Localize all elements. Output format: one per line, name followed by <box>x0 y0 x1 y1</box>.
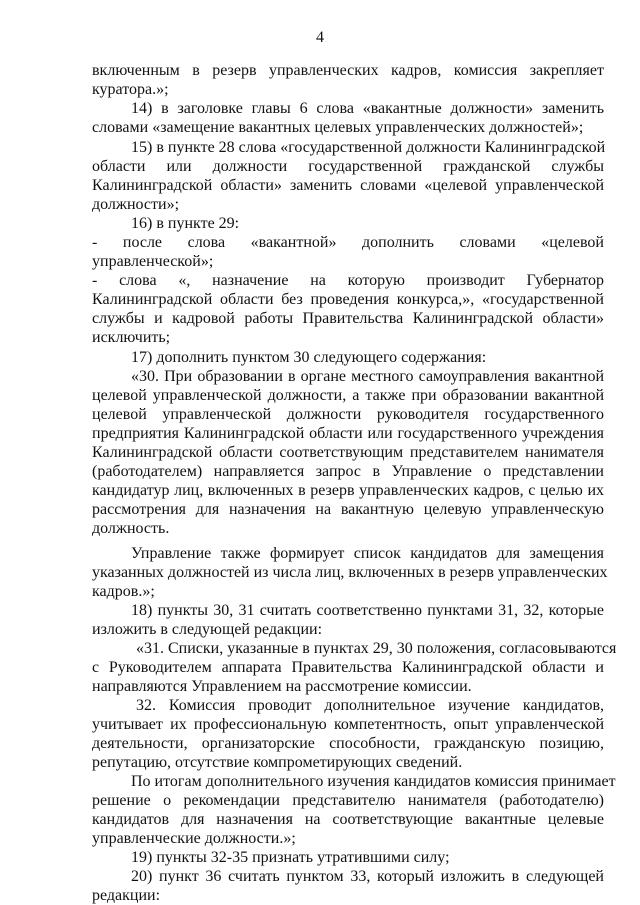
text-line: 17) дополнить пунктом 30 следующего содержания: <box>131 349 487 366</box>
text-line: 20) пункт 36 считать пунктом 33, который изложить в следующей <box>131 868 604 885</box>
text-line: Калининградской области соответствующим представителем нанимателя <box>92 444 604 461</box>
text-line: кандидатов для назначения на соответствующие вакантные целевые <box>92 811 604 828</box>
text-line: Управление также формирует список кандидатов для замещения <box>131 545 604 562</box>
text-line: 18) пункты 30, 31 считать соответственно пунктами 31, 32, которые <box>131 602 604 619</box>
text-line: изложить в следующей редакции: <box>92 621 323 638</box>
text-line: По итогам дополнительного изучения кандидатов комиссия принимает <box>131 773 616 790</box>
text-line: 14) в заголовке главы 6 слова «вакантные должности» заменить <box>131 100 604 117</box>
text-line: словами «замещение вакантных целевых управленческих должностей»; <box>92 119 584 136</box>
text-line: рассмотрения для назначения на вакантную целевую управленческую <box>92 501 604 518</box>
text-line: Калининградской области без проведения конкурса,», «государственной <box>92 291 604 308</box>
text-line: 32. Комиссия проводит дополнительное изучение кандидатов, <box>136 697 604 714</box>
text-line: репутацию, отсутствие компрометирующих сведений. <box>92 754 463 771</box>
text-line: деятельности, организаторские способности, гражданскую позицию, <box>92 735 604 752</box>
text-line: исключить; <box>92 329 171 346</box>
text-line: - слова «, назначение на которую производит Губернатор <box>92 272 604 289</box>
text-line: Калининградской области» заменить словами «целевой управленческой <box>92 177 604 194</box>
text-line: 19) пункты 32-35 признать утратившими силу; <box>131 849 450 866</box>
text-line: кадров.»; <box>92 583 155 600</box>
text-line: кандидатур лиц, включенных в резерв управленческих кадров, с целью их <box>92 482 604 499</box>
text-line: 15) в пункте 28 слова «государственной должности Калининградской <box>131 139 606 156</box>
text-line: решение о рекомендации представителю нанимателя (работодателю) <box>92 792 604 809</box>
text-line: службы и кадровой работы Правительства Калининградской области» <box>92 310 604 327</box>
text-line: указанных должностей из числа лиц, включенных в резерв управленческих <box>92 564 608 581</box>
text-line: «31. Списки, указанные в пунктах 29, 30 положения, согласовываются <box>136 640 617 657</box>
text-line: управленческие должности.»; <box>92 830 296 847</box>
text-line: должности»; <box>92 196 180 213</box>
text-line: направляются Управлением на рассмотрение комиссии. <box>92 678 472 695</box>
text-line: области или должности государственной гражданской службы <box>92 158 604 175</box>
text-line: целевой управленческой должности, а также при образовании вакантной <box>92 387 604 404</box>
text-line: куратора.»; <box>92 81 169 98</box>
text-line: с Руководителем аппарата Правительства Калининградской области и <box>92 659 604 676</box>
text-line: должность. <box>92 520 170 537</box>
text-line: целевой управленческой должности руководителя государственного <box>92 406 604 423</box>
page-number: 4 <box>316 29 324 46</box>
text-line: включенным в резерв управленческих кадров, комиссия закрепляет <box>92 62 604 79</box>
text-line: предприятия Калининградской области или государственного учреждения <box>92 425 604 442</box>
text-line: - после слова «вакантной» дополнить словами «целевой <box>92 234 604 251</box>
text-line: «30. При образовании в органе местного самоуправления вакантной <box>131 368 604 385</box>
text-line: управленческой»; <box>92 253 214 270</box>
text-line: (работодателем) направляется запрос в Управление о представлении <box>92 463 604 480</box>
text-line: учитывает их профессиональную компетентность, опыт управленческой <box>92 716 604 733</box>
text-line: редакции: <box>92 887 161 904</box>
text-line: 16) в пункте 29: <box>131 215 240 232</box>
